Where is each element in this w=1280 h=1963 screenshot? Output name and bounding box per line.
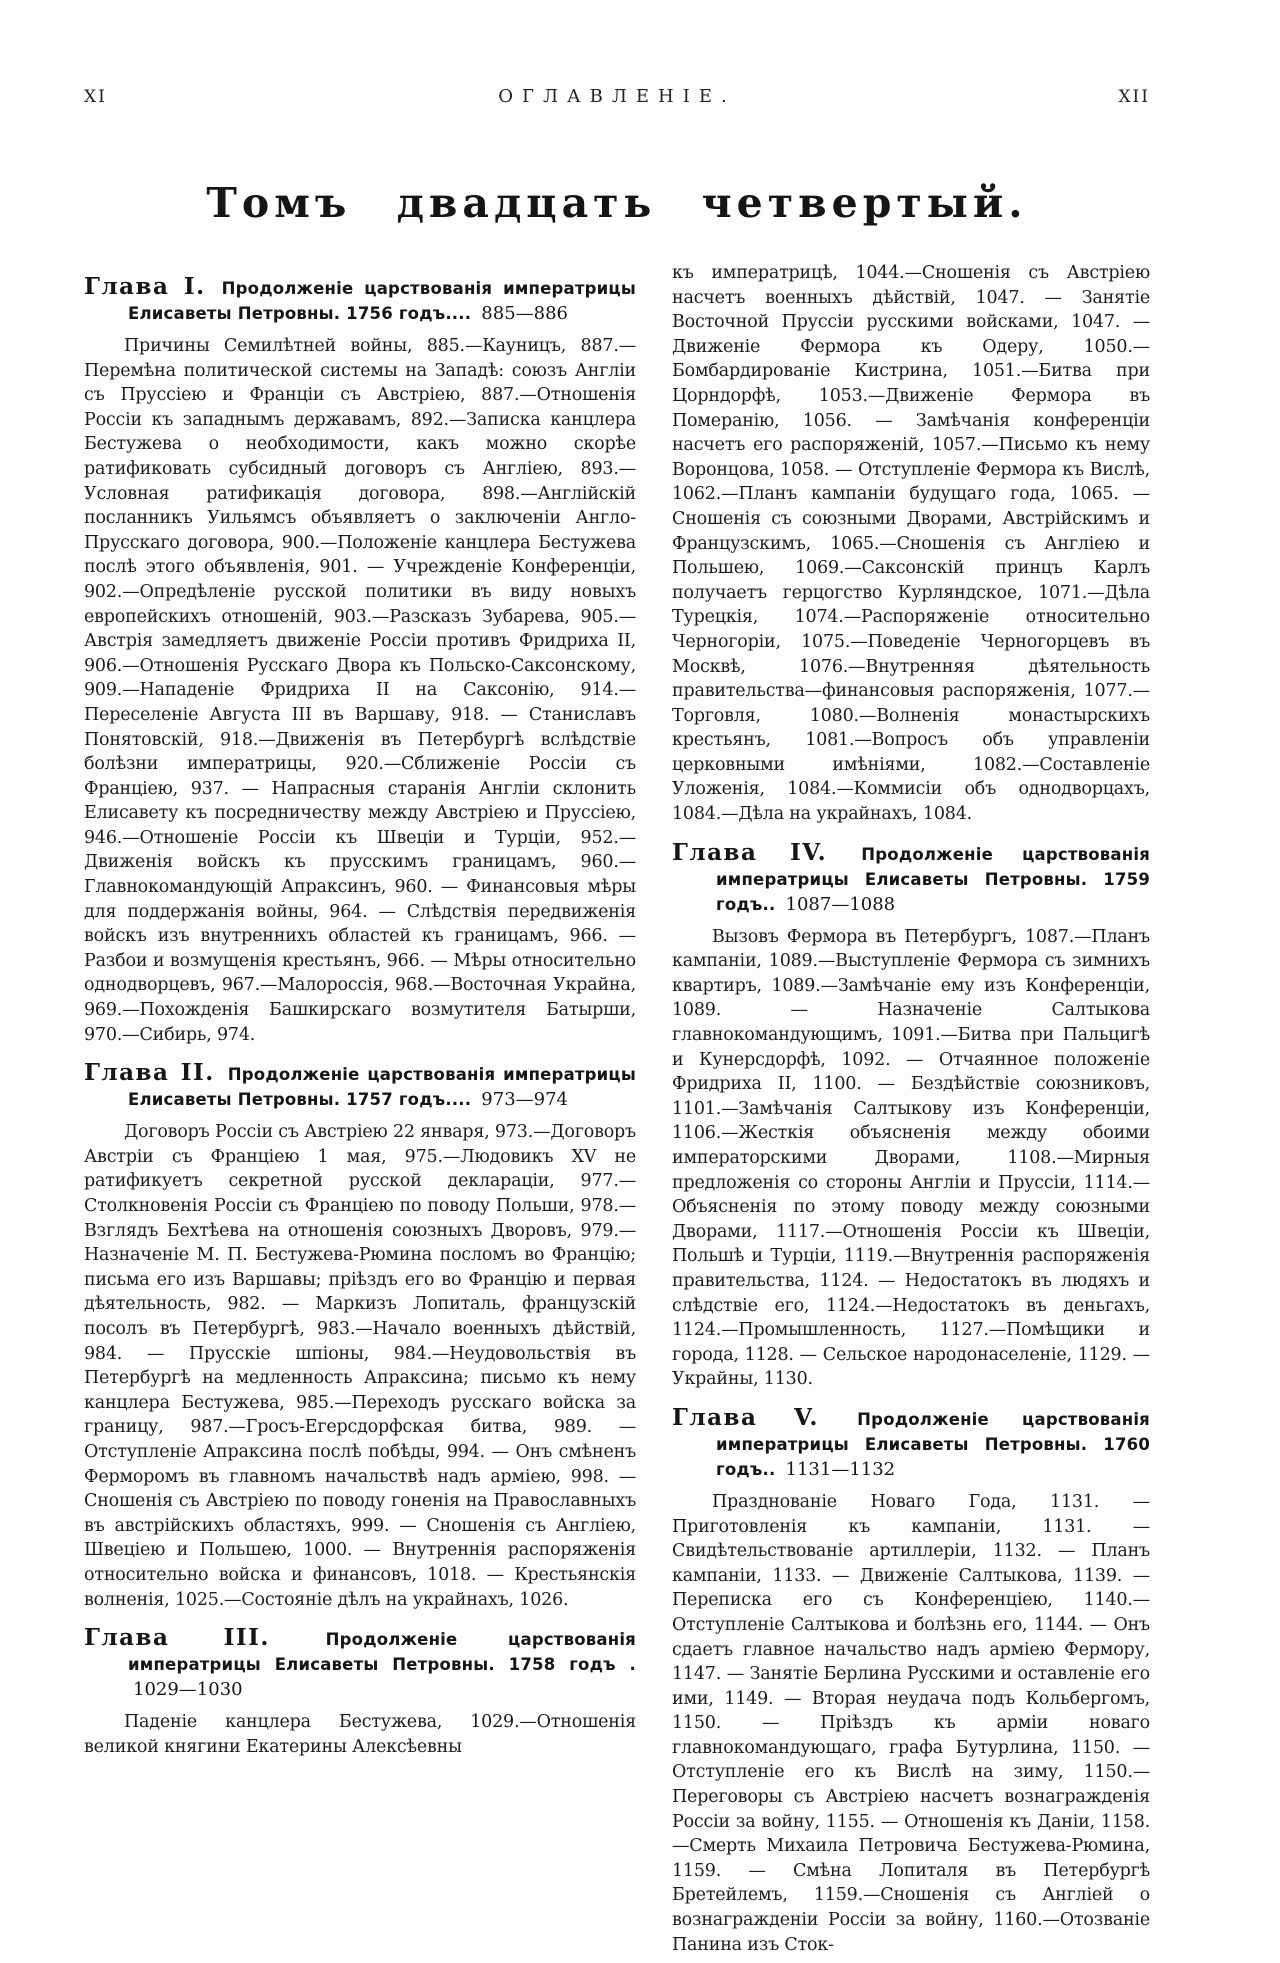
toc-paragraph: къ императрицѣ, 1044.—Сношенія съ Австріею насчетъ военныхъ дѣйствій, 1047. — Занятіе Восточной Пруссіи русскими войсками, 1047. — Движеніе Фермора къ Одеру, 1050.—Бомбардированіе Кистрина, 1051.—Битва при Цорндорфѣ, 1053.—Движеніе Фермора въ Померанію, 1056. — Замѣчанія конференціи насчетъ его распоряженій, 1057.—Письмо къ нему Воронцова, 1058. — Отступленіе Фермора къ Вислѣ, 1062.—Планъ кампаніи будущаго года, 1065. — Сношенія съ союзными Дворами, Австрійскимъ и Французскимъ, 1065.—Сношенія съ Англіею и Польшею, 1069.—Саксонскій принцъ Карлъ получаетъ герцогство Курляндское, 1071.—Дѣла Турецкія, 1074.—Распоряженіе относительно Черногоріи, 1075.—Поведеніе Черногорцевъ въ Москвѣ, 1076.—Внутренняя дѣятельность правительства—финансовыя распоряженія, 1077.—Торговля, 1080.—Волненія монастырскихъ крестьянъ, 1081.—Вопросъ объ управленіи церковными имѣніями, 1082.—Составленіе Уложенія, 1084.—Коммисіи объ однодворцахъ, 1084.—Дѣла на украйнахъ, 1084. (672, 263, 1150, 825)
chapter-heading (84, 1625, 636, 1702)
running-title: ОГЛАВЛЕНІЕ. (498, 86, 736, 107)
toc-columns (84, 261, 1150, 1963)
chapter-page-range: 1087—1088 (785, 893, 896, 915)
toc-column-right (672, 261, 1150, 1963)
toc-paragraph: Вызовъ Фермора въ Петербургъ, 1087.—Планъ кампаніи, 1089.—Выступленіе Фермора съ зимнихъ квартиръ, 1089.—Замѣчаніе ему изъ Конференціи, 1089. — Назначеніе Салтыкова главнокомандующимъ, 1091.—Битва при Пальцигѣ и Кунерсдорфѣ, 1092. — Отчаянное положеніе Фридриха II, 1100. — Бездѣйствіе союзниковъ, 1101.—Замѣчанія Салтыкову изъ Конференціи, 1106.—Жесткія объясненія между обоими императорскими Дворами, 1108.—Мирныя предложенія со стороны Англіи и Пруссіи, 1114.—Объясненія по этому поводу между союзными Дворами, 1117.—Отношенія Россіи къ Швеціи, Польшѣ и Турціи, 1119.—Внутреннія распоряженія правительства, 1124. — Недостатокъ въ людяхъ и слѣдствіе его, 1124.—Недостатокъ въ деньгахъ, 1124.—Промышленность, 1127.—Помѣщики и города, 1128. — Сельское народонаселеніе, 1129. — Украйны, 1130. (672, 926, 1150, 1390)
chapter-heading (672, 840, 1150, 917)
chapter-page-range: 973—974 (481, 1089, 569, 1111)
chapter-label: Глава III. (84, 1624, 270, 1652)
toc-paragraph: Причины Семилѣтней войны, 885.—Кауницъ, 887.—Перемѣна политической системы на Западѣ: союзъ Англіи съ Пруссіею и Франціи съ Австріею, 887.—Отношенія Россіи къ западнымъ державамъ, 892.—Записка канцлера Бестужева о необходимости, какъ можно скорѣе ратификовать субсидный договоръ съ Англіею, 893.—Условная ратификація договора, 898.—Англійскій посланникъ Уильямсъ объявляетъ о заключеніи Англо-Прусскаго договора, 900.—Положеніе канцлера Бестужева послѣ этого объявленія, 901. — Учрежденіе Конференціи, 902.—Опредѣленіе русской политики въ виду новыхъ европейскихъ отношеній, 903.—Разсказъ Зубарева, 905.—Австрія замедляетъ движеніе Россіи противъ Фридриха II, 906.—Отношенія Русскаго Двора къ Польско-Саксонскому, 909.—Нападеніе Фридриха II на Саксонію, 914.—Переселеніе Августа III въ Варшаву, 918. — Станиславъ Понятовскій, 918.—Движенія въ Петербургѣ вслѣдствіе болѣзни императрицы, 920.—Сближеніе Россіи съ Франціею, 937. — Напрасныя старанія Англіи склонить Елисавету къ посредничеству между Австріею и Пруссіею, 946.—Отношеніе Россіи къ Швеціи и Турціи, 952.—Движенія войскъ къ прусскимъ границамъ, 960.—Главнокомандующій Апраксинъ, 960. — Финансовыя мѣры для поддержанія войны, 964. — Слѣдствія передвиженія войскъ изъ внутреннихъ областей къ границамъ, 966. — Разбои и возмущенія крестьянъ, 966. — Мѣры относительно однодворцевъ, 967.—Малороссія, 968.—Восточная Украйна, 969.—Похожденія Башкирскаго возмутителя Батырши, 970.—Сибирь, 974. (84, 336, 636, 1045)
chapter-heading (672, 1405, 1150, 1482)
chapter-label: Глава I. (84, 273, 206, 300)
toc-paragraph: Празднованіе Новаго Года, 1131. — Приготовленія къ кампаніи, 1131. — Свидѣтельствованіе артиллеріи, 1132. — Планъ кампаніи, 1133. — Движеніе Салтыкова, 1139. — Переписка его съ Конференціею, 1140.—Отступленіе Салтыкова и болѣзнь его, 1144. — Онъ сдаетъ главное начальство надъ арміею Фермору, 1147. — Занятіе Берлина Русскими и оставленіе его ими, 1149. — Вторая неудача подъ Кольбергомъ, 1150. — Пріѣздъ къ арміи новаго главнокомандующаго, графа Бутурлина, 1150. — Отступленіе его къ Вислѣ на зиму, 1150.—Переговоры съ Австріею насчетъ вознагражденія Россіи за войну, 1155. — Отношенія къ Даніи, 1158.—Смерть Михаила Петровича Бестужева-Рюмина, 1159. — Смѣна Лопиталя въ Петербургѣ Бретейлемъ, 1159.—Сношенія съ Англіей о вознагражденіи Россіи за войну, 1160.—Отозваніе Панина изъ Сток- (672, 1491, 1150, 1955)
chapter-label: Глава V. (672, 1403, 819, 1431)
chapter-page-range: 1131—1132 (785, 1458, 896, 1480)
chapter-label: Глава II. (84, 1059, 215, 1087)
chapter-title: Продолженіе царствованія императрицы Елисаветы Петровны. 1756 годъ.... (128, 279, 636, 323)
chapter-heading (84, 274, 636, 326)
chapter-title: Продолженіе царствованія императрицы Елисаветы Петровны. 1757 годъ.... (128, 1065, 636, 1110)
page-number-right: XII (1118, 87, 1150, 107)
chapter-heading (84, 1060, 636, 1112)
toc-paragraph: Паденіе канцлера Бестужева, 1029.—Отношенія великой княгини Екатерины Алексѣевны (84, 1712, 636, 1757)
volume-title: Томъ двадцать четвертый. (206, 179, 1028, 227)
chapter-page-range: 1029—1030 (133, 1679, 243, 1701)
running-header (84, 86, 1150, 107)
chapter-page-range: 885—886 (481, 303, 569, 324)
toc-paragraph: Договоръ Россіи съ Австріею 22 января, 973.—Договоръ Австріи съ Франціею 1 мая, 975.—Людовикъ XV не ратификуетъ секретной русской деклараціи, 977.—Столкновенія Россіи съ Франціею по поводу Польши, 978.—Взглядъ Бехтѣева на отношенія союзныхъ Дворовъ, 979.—Назначеніе М. П. Бестужева-Рюмина посломъ во Францію; письма его изъ Варшавы; пріѣздъ его во Францію и первая дѣятельность, 982. — Маркизъ Лопиталь, французскій посолъ въ Петербургѣ, 983.—Начало военныхъ дѣйствій, 984. — Прусскіе шпіоны, 984.—Неудовольствія въ Петербургѣ на медленность Апраксина; письмо къ нему канцлера Бестужева, 985.—Переходъ русскаго войска за границу, 987.—Гросъ-Егерсдорфская битва, 989. — Отступленіе Апраксина послѣ побѣды, 994. — Онъ смѣненъ Ферморомъ въ главномъ начальствѣ надъ арміею, 998. — Сношенія съ Австріею по поводу гоненія на Православныхъ въ австрійскихъ областяхъ, 999. — Сношенія съ Англіею, Швеціею и Польшею, 1000. — Внутреннія распоряженія относительно войска и финансовъ, 1018. — Крестьянскія волненія, 1025.—Состояніе дѣлъ на украйнахъ, 1026. (84, 1122, 636, 1610)
toc-column-left (84, 261, 636, 1963)
page-number-left: XI (84, 87, 107, 107)
chapter-title: Продолженіе царствованія императрицы Елисаветы Петровны. 1760 годъ.. (716, 1409, 1150, 1479)
chapter-label: Глава IV. (672, 838, 828, 866)
chapter-title: Продолженіе царствованія императрицы Елисаветы Петровны. 1758 годъ . (128, 1630, 636, 1675)
chapter-title: Продолженіе царствованія императрицы Елисаветы Петровны. 1759 годъ.. (716, 844, 1150, 914)
